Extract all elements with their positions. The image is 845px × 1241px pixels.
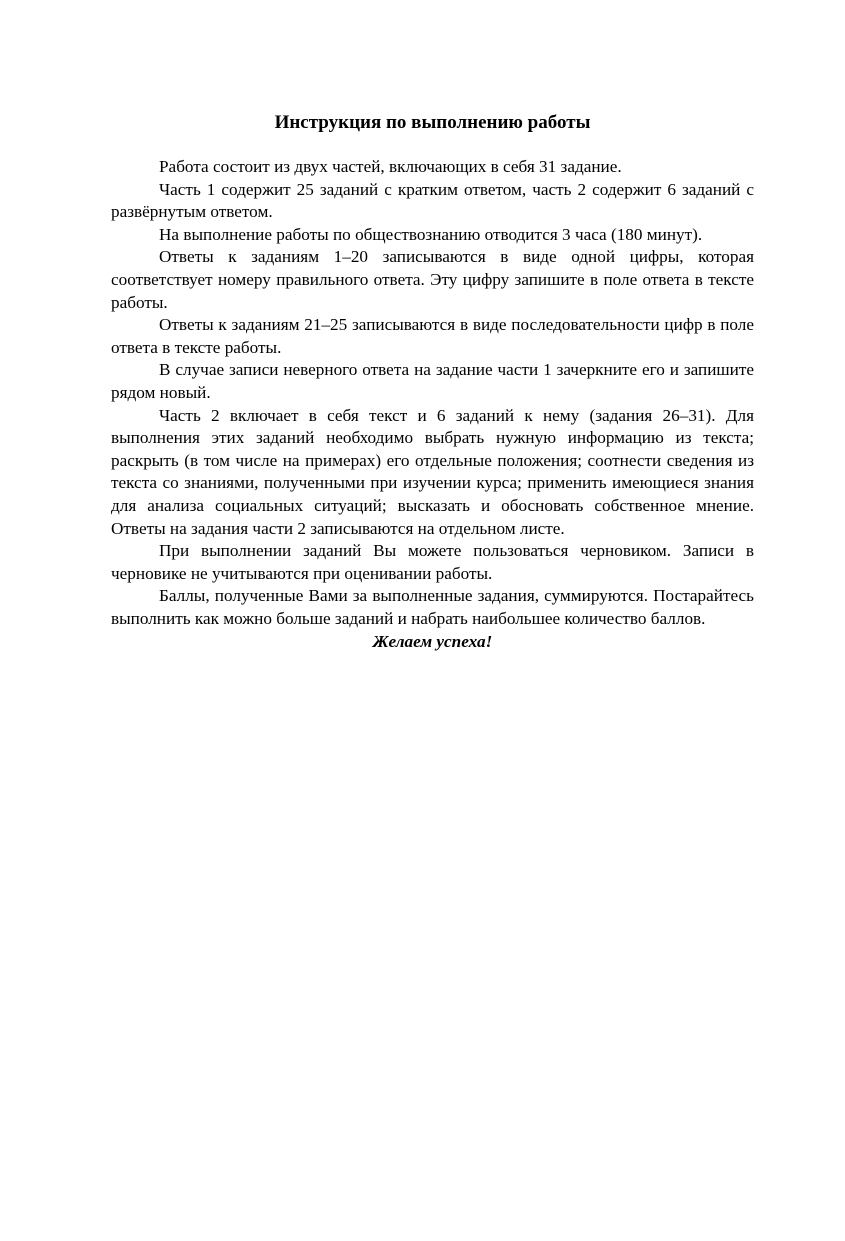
paragraph-answers-1-20: Ответы к заданиям 1–20 записываются в виде одной цифры, которая соответствует номеру правильного ответа. Эту цифру запишите в поле ответа в тексте работы. bbox=[111, 247, 754, 312]
paragraph-answers-21-25: Ответы к заданиям 21–25 записываются в виде последовательности цифр в поле ответа в тексте работы. bbox=[111, 315, 754, 357]
paragraph-part-2: Часть 2 включает в себя текст и 6 заданий к нему (задания 26–31). Для выполнения этих заданий необходимо выбрать нужную информацию из текста; раскрыть (в том числе на примерах) его отдельные положения; соотнести сведения из текста со знаниями, полученными при изучении курса; применить имеющиеся знания для анализа социальных ситуаций; высказать и обосновать собственное мнение. Ответы на задания части 2 записываются на отдельном листе. bbox=[111, 405, 754, 538]
closing-wish: Желаем успеха! bbox=[372, 632, 493, 652]
instructions-page bbox=[111, 110, 754, 654]
paragraph-structure: Работа состоит из двух частей, включающих в себя 31 задание. bbox=[159, 157, 622, 176]
paragraph-scoring: Баллы, полученные Вами за выполненные задания, суммируются. Постарайтесь выполнить как можно больше заданий и набрать наибольшее количество баллов. bbox=[111, 586, 754, 628]
paragraph-parts: Часть 1 содержит 25 заданий с кратким ответом, часть 2 содержит 6 заданий с развёрнутым ответом. bbox=[111, 179, 754, 222]
paragraph-corrections: В случае записи неверного ответа на задание части 1 зачеркните его и запишите рядом новый. bbox=[111, 360, 754, 402]
paragraph-duration: На выполнение работы по обществознанию отводится 3 часа (180 минут). bbox=[159, 224, 703, 244]
page-title: Инструкция по выполнению работы bbox=[274, 112, 591, 133]
paragraph-draft: При выполнении заданий Вы можете пользоваться черновиком. Записи в черновике не учитываются при оценивании работы. bbox=[111, 541, 754, 583]
